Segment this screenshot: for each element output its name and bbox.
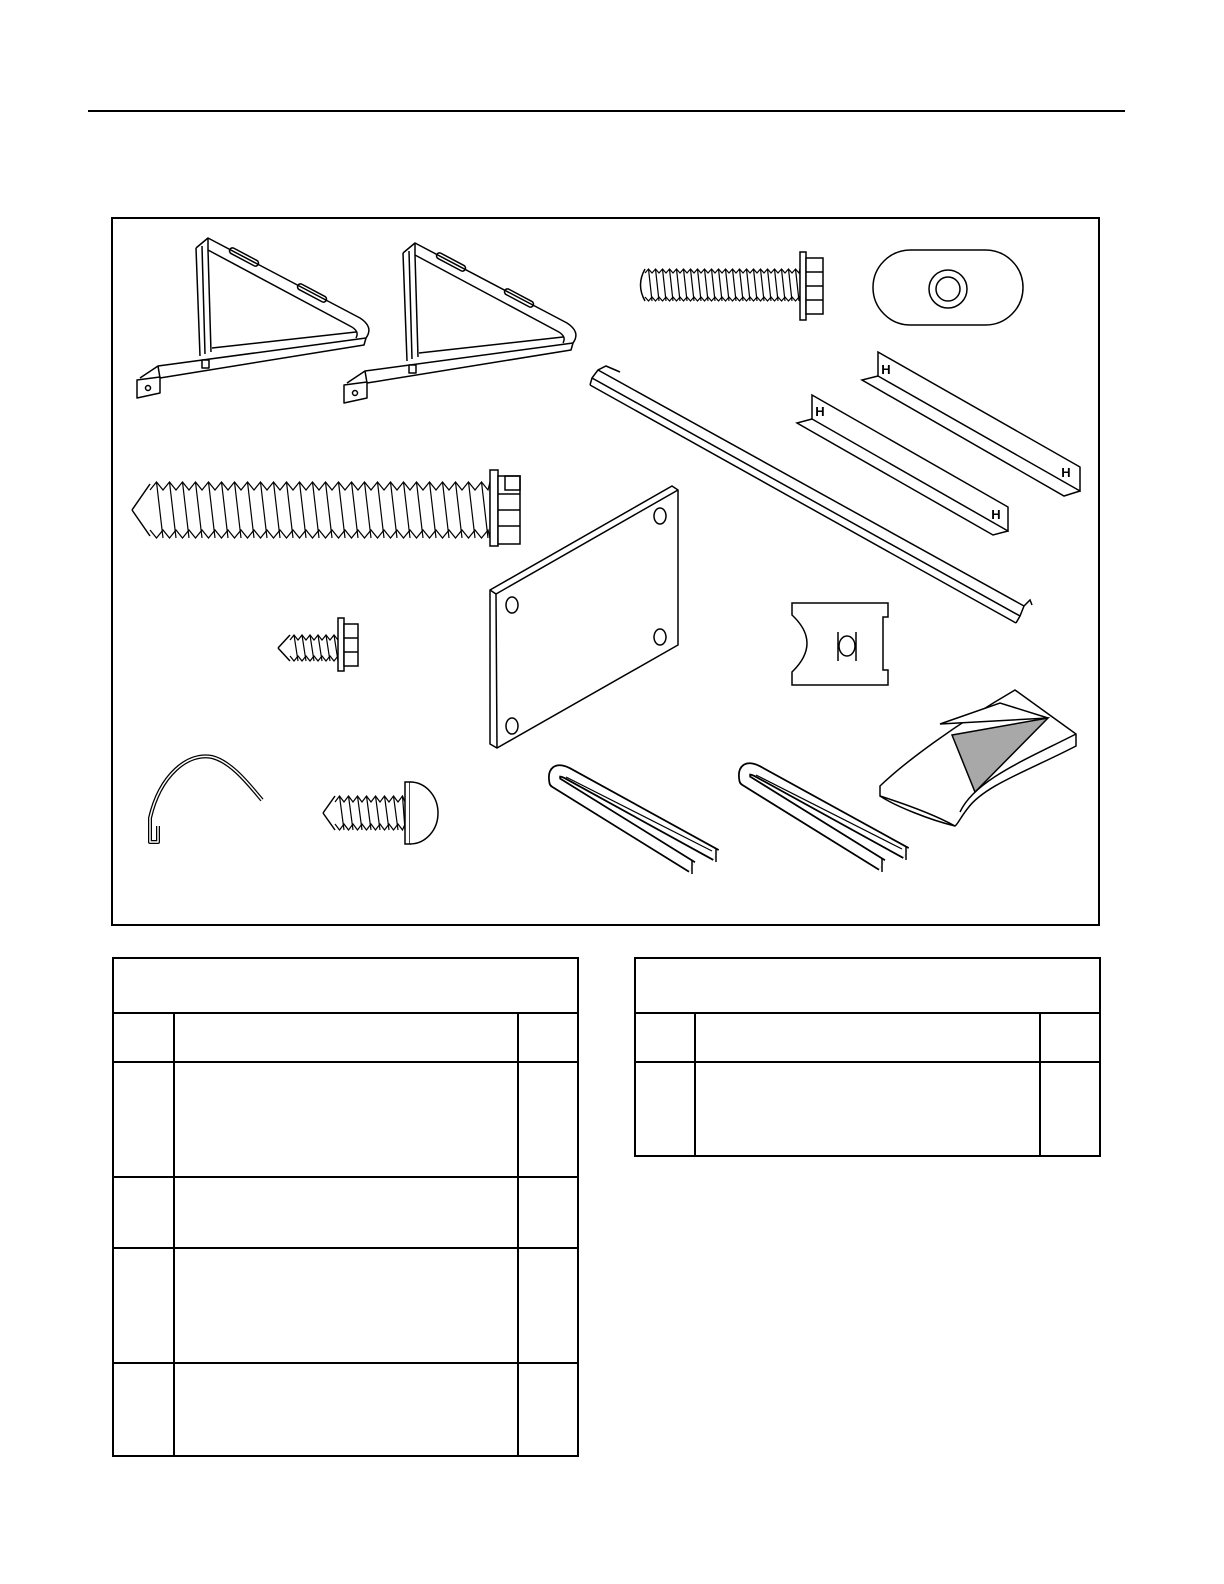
rail-marking: H <box>991 507 1001 522</box>
parts-illustration-frame <box>111 217 1100 926</box>
table-cell <box>518 1248 578 1363</box>
u-clip-icon <box>555 771 717 874</box>
table-cell <box>174 1177 518 1248</box>
hex-screw-icon <box>278 618 358 671</box>
header-rule <box>88 110 1125 112</box>
mounting-plate-stroke <box>654 508 666 524</box>
wire-hook-stroke <box>150 756 262 842</box>
wire-hook-stroke <box>150 756 262 842</box>
long-rail-stroke <box>590 366 620 385</box>
rail-marking: H <box>881 362 891 377</box>
thread-lines <box>157 482 491 538</box>
hex-screw-stroke <box>344 624 358 666</box>
table-cell <box>518 1062 578 1177</box>
table-cell <box>1040 1062 1100 1156</box>
round-head-screw-stroke <box>323 796 335 830</box>
table-cell <box>113 1248 174 1363</box>
table-cell <box>635 1013 695 1062</box>
round-head-screw-stroke <box>405 782 410 844</box>
round-head-screw-icon <box>323 782 438 844</box>
table-cell <box>695 1062 1040 1156</box>
hex-bolt-stroke <box>641 269 646 301</box>
oval-washer-icon <box>873 250 1023 325</box>
hex-bolt-stroke <box>800 252 806 320</box>
table-column-header-row <box>635 1013 1100 1062</box>
wire-hook-icon <box>150 756 262 842</box>
table-cell <box>635 1062 695 1156</box>
table-cell <box>113 1363 174 1456</box>
table-header-cell <box>635 958 1100 1013</box>
table-header-row <box>113 958 578 1013</box>
table-cell <box>174 1013 518 1062</box>
mounting-plate-stroke <box>506 597 518 613</box>
table-row <box>113 1248 578 1363</box>
thread-lines <box>150 482 490 490</box>
thread-lines <box>290 635 338 640</box>
lag-screw-stroke <box>490 470 498 546</box>
table-cell <box>174 1248 518 1363</box>
spring-clip-icon <box>792 603 888 685</box>
table-cell <box>113 1062 174 1177</box>
angle-rail-icon <box>862 352 1080 496</box>
hex-screw-stroke <box>338 618 344 671</box>
table-header-cell <box>113 958 578 1013</box>
parts-table-left <box>112 957 579 1457</box>
mounting-plate-stroke <box>506 718 518 734</box>
hex-screw-stroke <box>278 635 290 661</box>
adhesive-pad-icon <box>880 690 1076 826</box>
lag-screw-stroke <box>132 484 150 536</box>
rail-marking: H <box>1061 465 1071 480</box>
parts-illustration <box>111 217 1100 926</box>
table-row <box>113 1177 578 1248</box>
table-cell <box>518 1363 578 1456</box>
table-header-row <box>635 958 1100 1013</box>
lag-screw-icon <box>132 470 520 546</box>
table-row <box>113 1062 578 1177</box>
rail-marking: H <box>815 404 825 419</box>
table-cell <box>695 1013 1040 1062</box>
thread-lines <box>649 269 801 301</box>
table-cell <box>1040 1013 1100 1062</box>
table-column-header-row <box>113 1013 578 1062</box>
round-head-screw-stroke <box>410 782 438 844</box>
hex-bolt-icon <box>641 252 824 320</box>
parts-table-right <box>634 957 1101 1157</box>
shelf-bracket-icon <box>344 243 576 403</box>
table-cell <box>174 1363 518 1456</box>
mounting-plate-stroke <box>654 629 666 645</box>
shelf-bracket-icon <box>137 238 369 398</box>
table-cell <box>113 1177 174 1248</box>
table-cell <box>518 1013 578 1062</box>
thread-lines <box>645 269 800 273</box>
table-cell <box>174 1062 518 1177</box>
table-row <box>113 1363 578 1456</box>
table-cell <box>113 1013 174 1062</box>
table-row <box>635 1062 1100 1156</box>
oval-washer-stroke <box>936 277 960 301</box>
table-cell <box>518 1177 578 1248</box>
spring-clip-stroke <box>792 603 888 685</box>
